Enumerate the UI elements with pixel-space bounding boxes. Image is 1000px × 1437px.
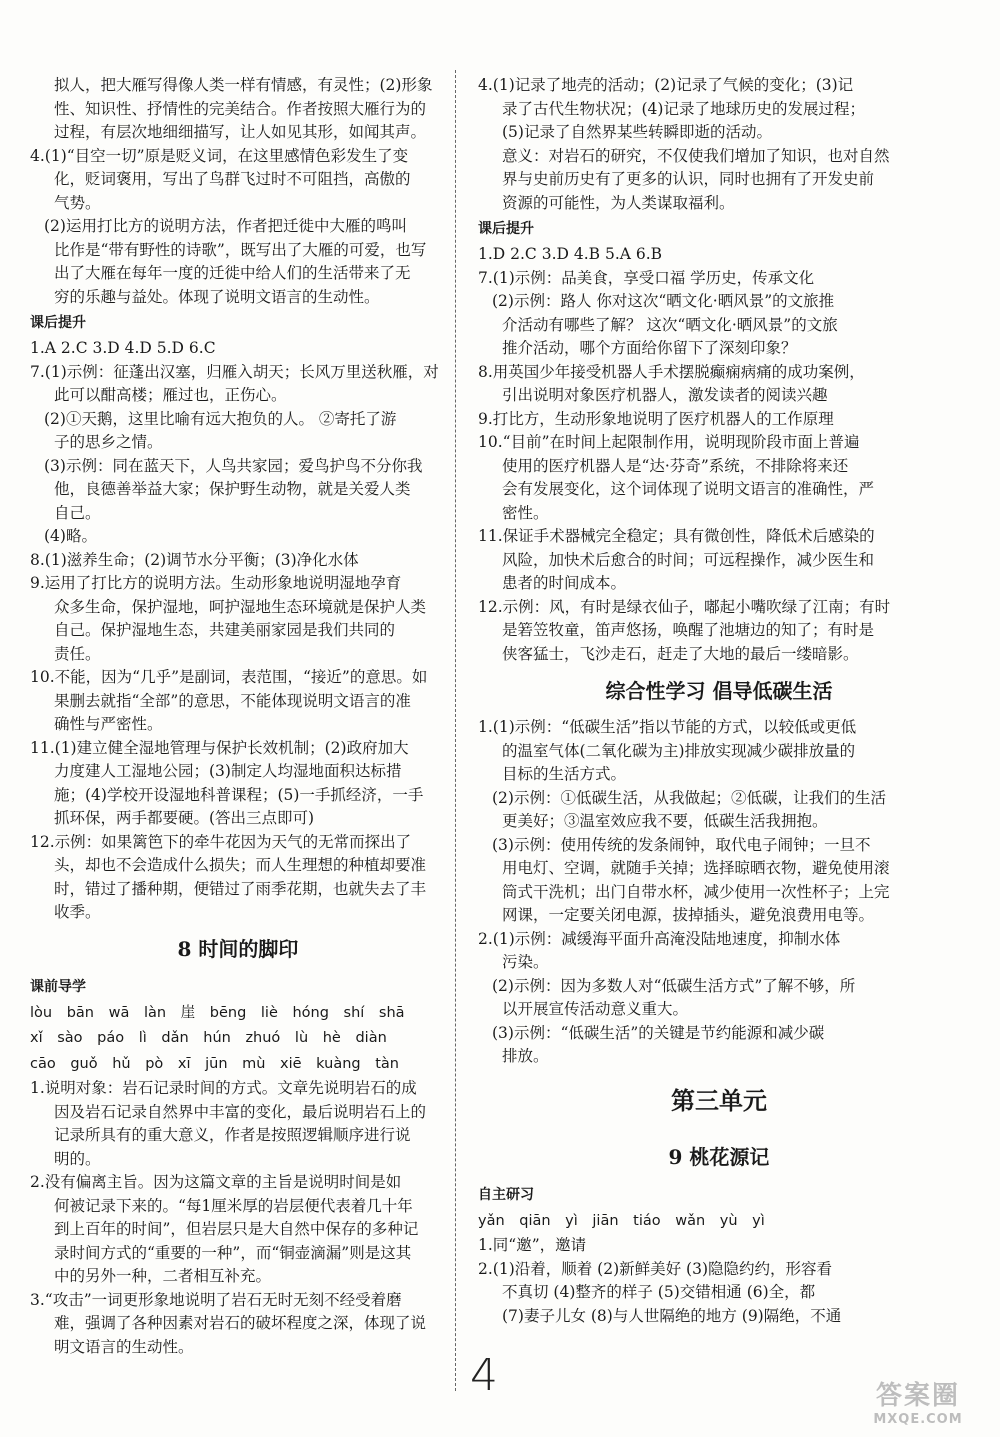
answer-line: 出了大雁在每年一度的迁徙中给人们的生活带来了无 (54, 264, 411, 282)
answer-line: 4.(1)记录了地壳的活动；(2)记录了气候的变化；(3)记 (478, 76, 854, 94)
answer-line: 11.(1)建立健全湿地管理与保护长效机制；(2)政府加大 (30, 738, 409, 757)
answer-line: (2)示例：路人 你对这次“晒文化·晒风景”的文旅推 (492, 292, 835, 310)
answer-line: 拟人，把大雁写得像人类一样有情感，有灵性；(2)形象 (54, 76, 433, 94)
answer-line: 头，却也不会造成什么损失；而人生理想的种植却要准 (54, 856, 427, 874)
chapter-title: 9 桃花源记 (668, 1144, 770, 1169)
answer-line: 自己。 (54, 503, 101, 522)
answer-line: 气势。 (54, 193, 101, 212)
answer-line: (3)示例：“低碳生活”的关键是节约能源和减少碳 (492, 1023, 825, 1042)
column-divider (455, 70, 456, 1391)
answer-line: 难，强调了各种因素对岩石的破坏程度之深，体现了说 (54, 1314, 427, 1332)
answer-line: 1.(1)示例：“低碳生活”指以节能的方式，以较低或更低 (478, 718, 857, 736)
answer-line: 9.打比方，生动形象地说明了医疗机器人的工作原理 (478, 409, 834, 428)
answer-line: 界与史前历史有了更多的认识，同时也拥有了开发史前 (502, 170, 875, 188)
section-heading: 自主研习 (478, 1186, 534, 1203)
answer-line: 密性。 (502, 503, 549, 522)
answer-line: 12.示例：风，有时是绿衣仙子，嘟起小嘴吹绿了江南；有时 (478, 597, 891, 616)
answer-line: (2)①天鹅，这里比喻有远大抱负的人。 ②寄托了游 (44, 409, 397, 428)
answer-line: 10.不能，因为“几乎”是副词，表范围，“接近”的意思。如 (30, 668, 428, 686)
answer-line: (2)示例：①低碳生活，从我做起；②低碳，让我们的生活 (492, 788, 886, 807)
answer-line: 1.说明对象：岩石记录时间的方式。文章先说明岩石的成 (30, 1079, 417, 1097)
right-column (478, 74, 960, 1328)
answer-line: 化，贬词褒用，写出了鸟群飞过时不可阻挡，高傲的 (54, 170, 411, 188)
answer-line: 引出说明对象医疗机器人，激发读者的阅读兴趣 (502, 386, 828, 404)
answer-line: (7)妻子儿女 (8)与人世隔绝的地方 (9)隔绝，不通 (502, 1306, 842, 1325)
answer-line: (2)示例：因为多数人对“低碳生活方式”了解不够，所 (492, 976, 856, 995)
watermark-logo (848, 1375, 988, 1427)
answer-line: 记录所具有的重大意义，作者是按照逻辑顺序进行说 (54, 1126, 411, 1144)
answer-line: 2.(1)沿着，顺着 (2)新鲜美好 (3)隐隐约约，形容看 (478, 1259, 833, 1278)
watermark-icon: 答案圈 (875, 1381, 960, 1411)
answer-line: 8.(1)滋养生命；(2)调节水分平衡；(3)净化水体 (30, 550, 359, 569)
section-heading: 课前导学 (30, 978, 86, 995)
answer-line: 众多生命，保护湿地，呵护湿地生态环境就是保护人类 (54, 597, 427, 616)
answer-line: 不真切 (4)整齐的样子 (5)交错相通 (6)全，都 (502, 1283, 816, 1301)
answer-line: 9.运用了打比方的说明方法。生动形象地说明湿地孕育 (30, 574, 402, 592)
answer-line: 侠客猛士，飞沙走石，赶走了大地的最后一缕暗影。 (502, 644, 859, 663)
answer-line: 抓环保，两手都要硬。(答出三点即可) (54, 809, 315, 827)
answer-line: 使用的医疗机器人是“达·芬奇”系统，不排除将来还 (502, 456, 849, 475)
answer-line: 确性与严密性。 (54, 715, 163, 733)
answer-line: 4.(1)“目空一切”原是贬义词，在这里感情色彩发生了变 (30, 146, 409, 165)
answer-line: 7.(1)示例：征蓬出汉塞，归雁入胡天；长风万里送秋雁，对 (30, 362, 439, 381)
answer-line: 责任。 (54, 644, 101, 663)
answer-line: 施；(4)学校开设湿地科普课程；(5)一手抓经济，一手 (54, 785, 424, 804)
answer-line: (2)运用打比方的说明方法，作者把迁徙中大雁的鸣叫 (44, 217, 407, 235)
pinyin-line: cāo guǒ hǔ pò xī jūn mù xiē kuàng tàn (30, 1055, 399, 1072)
answer-line: 7.(1)示例：品美食，享受口福 学历史，传承文化 (478, 268, 815, 287)
answer-line: 到上百年的时间”，但岩层只是大自然中保存的多种记 (54, 1220, 419, 1238)
answer-line: 11.保证手术器械完全稳定；具有微创性，降低术后感染的 (478, 527, 875, 545)
answer-line: 介活动有哪些了解？ 这次“晒文化·晒风景”的文旅 (502, 315, 838, 334)
answer-line: 2.没有偏离主旨。因为这篇文章的主旨是说明时间是如 (30, 1173, 402, 1191)
answer-line: (3)示例：同在蓝天下，人鸟共家园；爱鸟护鸟不分你我 (44, 456, 423, 475)
answer-line: 是箬笠牧童，笛声悠扬，唤醒了池塘边的知了；有时是 (502, 621, 875, 639)
answer-line: 污染。 (502, 953, 549, 971)
answer-line: 比作是“带有野性的诗歌”，既写出了大雁的可爱，也写 (54, 240, 427, 259)
answer-line: 性、知识性、抒情性的完美结合。作者按照大雁行为的 (54, 99, 427, 118)
answer-line: 筒式干洗机；出门自带水杯，减少使用一次性杯子；上完 (502, 882, 890, 901)
answer-line: 明文语言的生动性。 (54, 1337, 194, 1356)
answer-line: 1.D 2.C 3.D 4.B 5.A 6.B (478, 245, 663, 263)
answer-line: 10.“目前”在时间上起限制作用，说明现阶段市面上普遍 (478, 433, 860, 451)
answer-line: 用电灯、空调，就随手关掉；选择晾晒衣物，避免使用滚 (502, 859, 890, 877)
answer-line: 更美好；③温室效应我不要，低碳生活我拥抱。 (502, 812, 828, 830)
answer-line: 1.同“邀”，邀请 (478, 1236, 587, 1254)
answer-line: 患者的时间成本。 (502, 574, 627, 592)
answer-line: 3.“攻击”一词更形象地说明了岩石无时无刻不经受着磨 (30, 1290, 402, 1309)
answer-line: 子的思乡之情。 (54, 433, 163, 451)
answer-line: 会有发展变化，这个词体现了说明文语言的准确性，严 (502, 480, 875, 498)
watermark-text: MXQE.COM (873, 1412, 963, 1427)
answer-line: 8.用英国少年接受机器人手术摆脱癫痫病痛的成功案例， (478, 362, 865, 381)
answer-line: (4)略。 (44, 527, 97, 545)
answer-line: 推介活动，哪个方面给你留下了深刻印象？ (502, 339, 797, 357)
section-heading: 课后提升 (30, 315, 86, 331)
answer-line: 自己。保护湿地生态，共建美丽家园是我们共同的 (54, 621, 396, 639)
answer-line: 收季。 (54, 903, 101, 921)
chapter-title: 综合性学习 倡导低碳生活 (605, 679, 833, 703)
answer-line: 录了古代生物状况；(4)记录了地球历史的发展过程； (502, 99, 865, 118)
chapter-title: 第三单元 (671, 1085, 767, 1115)
answer-line: 12.示例：如果篱笆下的牵牛花因为天气的无常而探出了 (30, 832, 412, 851)
answer-line: 因及岩石记录自然界中丰富的变化，最后说明岩石上的 (54, 1102, 427, 1121)
answer-line: 录时间方式的“重要的一种”，而“铜壶滴漏”则是这其 (54, 1243, 412, 1262)
answer-line: 此可以酣高楼；雁过也，正伤心。 (54, 386, 287, 404)
answer-line: 的温室气体(二氧化碳为主)排放实现减少碳排放量的 (502, 741, 856, 760)
answer-line: 何被记录下来的。“每1厘米厚的岩层便代表着几十年 (54, 1196, 413, 1215)
left-column (30, 74, 446, 1359)
answer-line: 2.(1)示例：减缓海平面升高淹没陆地速度，抑制水体 (478, 929, 841, 948)
answer-line: 中的另外一种，二者相互补充。 (54, 1267, 272, 1285)
page-number: 4 (470, 1350, 498, 1401)
answer-line: 网课，一定要关闭电源，拔掉插头，避免浪费用电等。 (502, 906, 875, 924)
answer-line: 1.A 2.C 3.D 4.D 5.D 6.C (30, 339, 216, 357)
answer-line: 时，错过了播种期，便错过了雨季花期，也就失去了丰 (54, 879, 427, 898)
answer-line: 力度建人工湿地公园；(3)制定人均湿地面积达标措 (54, 762, 402, 780)
answer-line: 果删去就指“全部”的意思，不能体现说明文语言的准 (54, 691, 411, 710)
answer-line: 目标的生活方式。 (502, 765, 627, 783)
answer-line: 资源的可能性，为人类谋取福利。 (502, 193, 735, 212)
answer-line: 明的。 (54, 1149, 101, 1168)
answer-line: 过程，有层次地细细描写，让人如见其形，如闻其声。 (54, 123, 427, 141)
pinyin-line: xǐ sào páo lì dǎn hún zhuó lù hè diàn (30, 1030, 387, 1046)
answer-line: 他，良德善举益大家；保护野生动物，就是关爱人类 (54, 480, 411, 498)
answer-line: 风险，加快术后愈合的时间；可远程操作，减少医生和 (502, 550, 875, 569)
pinyin-line: yǎn qiān yì jiān tiáo wǎn yù yì (478, 1212, 765, 1229)
answer-line: 穷的乐趣与益处。体现了说明文语言的生动性。 (54, 287, 380, 306)
answer-line: (3)示例：使用传统的发条闹钟，取代电子闹钟；一旦不 (492, 835, 871, 854)
section-heading: 课后提升 (478, 221, 534, 237)
pinyin-line: lòu bān wā làn 崖 bēng liè hóng shí shā (30, 1004, 405, 1021)
chapter-title: 8 时间的脚印 (177, 936, 299, 961)
answer-line: 以开展宣传活动意义重大。 (502, 1000, 689, 1018)
answer-line: 意义：对岩石的研究，不仅使我们增加了知识，也对自然 (502, 146, 890, 165)
answer-line: 排放。 (502, 1047, 549, 1065)
answer-line: (5)记录了自然界某些转瞬即逝的活动。 (502, 123, 772, 141)
